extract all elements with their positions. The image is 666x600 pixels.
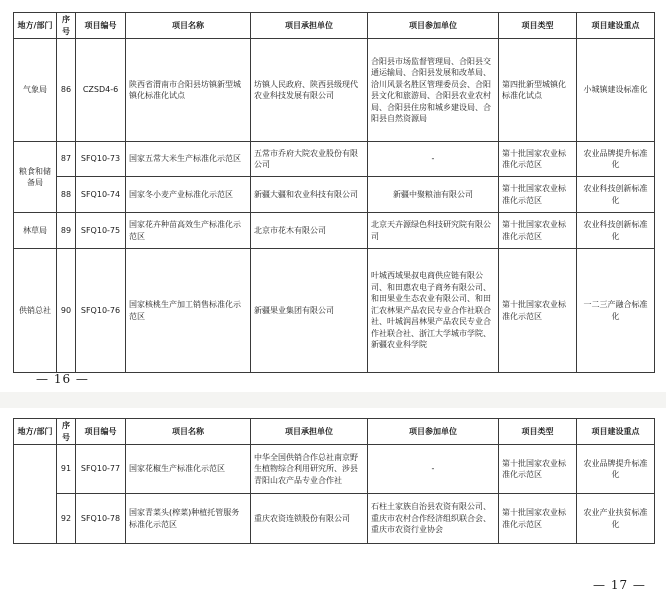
- participants-cell: 叶城西域果叔电商供应链有限公司、和田惠农电子商务有限公司、和田果业生态农业有限公司、和田汇农林果产品农民专业合作社联合社、叶城润昌林果产品农民专业合作社联合社、浙江大学城市学院、新疆农业科学院: [368, 249, 499, 373]
- header-code: 项目编号: [76, 419, 126, 445]
- name-cell: 国家冬小麦产业标准化示范区: [126, 177, 251, 213]
- host-cell: 五常市乔府大院农业股份有限公司: [251, 142, 368, 177]
- table-row: [14, 177, 655, 213]
- header-host: 项目承担单位: [251, 13, 368, 39]
- header-row: [14, 13, 655, 39]
- code-cell: CZSD4-6: [76, 39, 126, 142]
- name-cell: 国家花椒生产标准化示范区: [126, 445, 251, 494]
- seq-cell: 86: [57, 39, 76, 142]
- seq-cell: 90: [57, 249, 76, 373]
- focus-cell: 农业科技创新标准化: [577, 177, 655, 213]
- code-cell: SFQ10-73: [76, 142, 126, 177]
- code-cell: SFQ10-77: [76, 445, 126, 494]
- seq-cell: 91: [57, 445, 76, 494]
- type-cell: 第十批国家农业标准化示范区: [499, 177, 577, 213]
- type-cell: 第十批国家农业标准化示范区: [499, 213, 577, 249]
- name-cell: 国家核桃生产加工销售标准化示范区: [126, 249, 251, 373]
- focus-cell: 小城镇建设标准化: [577, 39, 655, 142]
- focus-cell: 农业品牌提升标准化: [577, 142, 655, 177]
- dept-cell: [14, 445, 57, 544]
- focus-cell: 农业品牌提升标准化: [577, 445, 655, 494]
- dept-cell: 气象局: [14, 39, 57, 142]
- dept-cell: 粮食和储备局: [14, 142, 57, 213]
- name-cell: 国家五常大米生产标准化示范区: [126, 142, 251, 177]
- header-name: 项目名称: [126, 419, 251, 445]
- code-cell: SFQ10-78: [76, 494, 126, 544]
- participants-cell: 北京天卉源绿色科技研究院有限公司: [368, 213, 499, 249]
- seq-cell: 88: [57, 177, 76, 213]
- participants-cell: 新疆中聚粮油有限公司: [368, 177, 499, 213]
- header-dept: 地方/部门: [14, 13, 57, 39]
- table-row: [14, 142, 655, 177]
- header-code: 项目编号: [76, 13, 126, 39]
- header-seq: 序号: [57, 13, 76, 39]
- host-cell: 中华全国供销合作总社南京野生植物综合利用研究所、涉县青阳山农产品专业合作社: [251, 445, 368, 494]
- table-row: [14, 39, 655, 142]
- focus-cell: 农业科技创新标准化: [577, 213, 655, 249]
- participants-cell: 合阳县市场监督管理局、合阳县交通运输局、合阳县发展和改革局、洽川风景名胜区管理委员会、合阳县文化和旅游局、合阳县农业农村局、合阳县住房和城乡建设局、合阳县自然资源局: [368, 39, 499, 142]
- table-row: [14, 249, 655, 373]
- participants-cell: 石柱土家族自治县农资有限公司、重庆市农村合作经济组织联合会、重庆市农资行业协会: [368, 494, 499, 544]
- header-focus: 项目建设重点: [577, 419, 655, 445]
- header-type: 项目类型: [499, 419, 577, 445]
- header-participants: 项目参加单位: [368, 419, 499, 445]
- type-cell: 第四批新型城镇化标准化试点: [499, 39, 577, 142]
- project-table-page-16: [13, 12, 655, 373]
- header-focus: 项目建设重点: [577, 13, 655, 39]
- header-name: 项目名称: [126, 13, 251, 39]
- table-row: [14, 213, 655, 249]
- header-type: 项目类型: [499, 13, 577, 39]
- header-dept: 地方/部门: [14, 419, 57, 445]
- type-cell: 第十批国家农业标准化示范区: [499, 142, 577, 177]
- header-participants: 项目参加单位: [368, 13, 499, 39]
- host-cell: 坊镇人民政府、陕西县级现代农业科技发展有限公司: [251, 39, 368, 142]
- table-row: [14, 494, 655, 544]
- type-cell: 第十批国家农业标准化示范区: [499, 494, 577, 544]
- name-cell: 国家青菜头(榨菜)种植托管服务标准化示范区: [126, 494, 251, 544]
- seq-cell: 87: [57, 142, 76, 177]
- participants-cell: -: [368, 142, 499, 177]
- focus-cell: 农业产业扶贫标准化: [577, 494, 655, 544]
- page-17: [0, 408, 666, 600]
- host-cell: 重庆农资连锁股份有限公司: [251, 494, 368, 544]
- host-cell: 新疆果业集团有限公司: [251, 249, 368, 373]
- dept-cell: 林草局: [14, 213, 57, 249]
- table-row: [14, 445, 655, 494]
- name-cell: 陕西省渭南市合阳县坊镇新型城镇化标准化试点: [126, 39, 251, 142]
- header-seq: 序号: [57, 419, 76, 445]
- focus-cell: 一二三产融合标准化: [577, 249, 655, 373]
- header-host: 项目承担单位: [251, 419, 368, 445]
- host-cell: 北京市花木有限公司: [251, 213, 368, 249]
- page-number: — 16 —: [36, 372, 89, 386]
- type-cell: 第十批国家农业标准化示范区: [499, 249, 577, 373]
- project-table-page-17: [13, 418, 655, 544]
- host-cell: 新疆大疆和农业科技有限公司: [251, 177, 368, 213]
- page-number: — 17 —: [593, 578, 646, 592]
- code-cell: SFQ10-76: [76, 249, 126, 373]
- dept-cell: 供销总社: [14, 249, 57, 373]
- code-cell: SFQ10-75: [76, 213, 126, 249]
- type-cell: 第十批国家农业标准化示范区: [499, 445, 577, 494]
- seq-cell: 89: [57, 213, 76, 249]
- participants-cell: -: [368, 445, 499, 494]
- header-row: [14, 419, 655, 445]
- name-cell: 国家花卉种苗高效生产标准化示范区: [126, 213, 251, 249]
- seq-cell: 92: [57, 494, 76, 544]
- code-cell: SFQ10-74: [76, 177, 126, 213]
